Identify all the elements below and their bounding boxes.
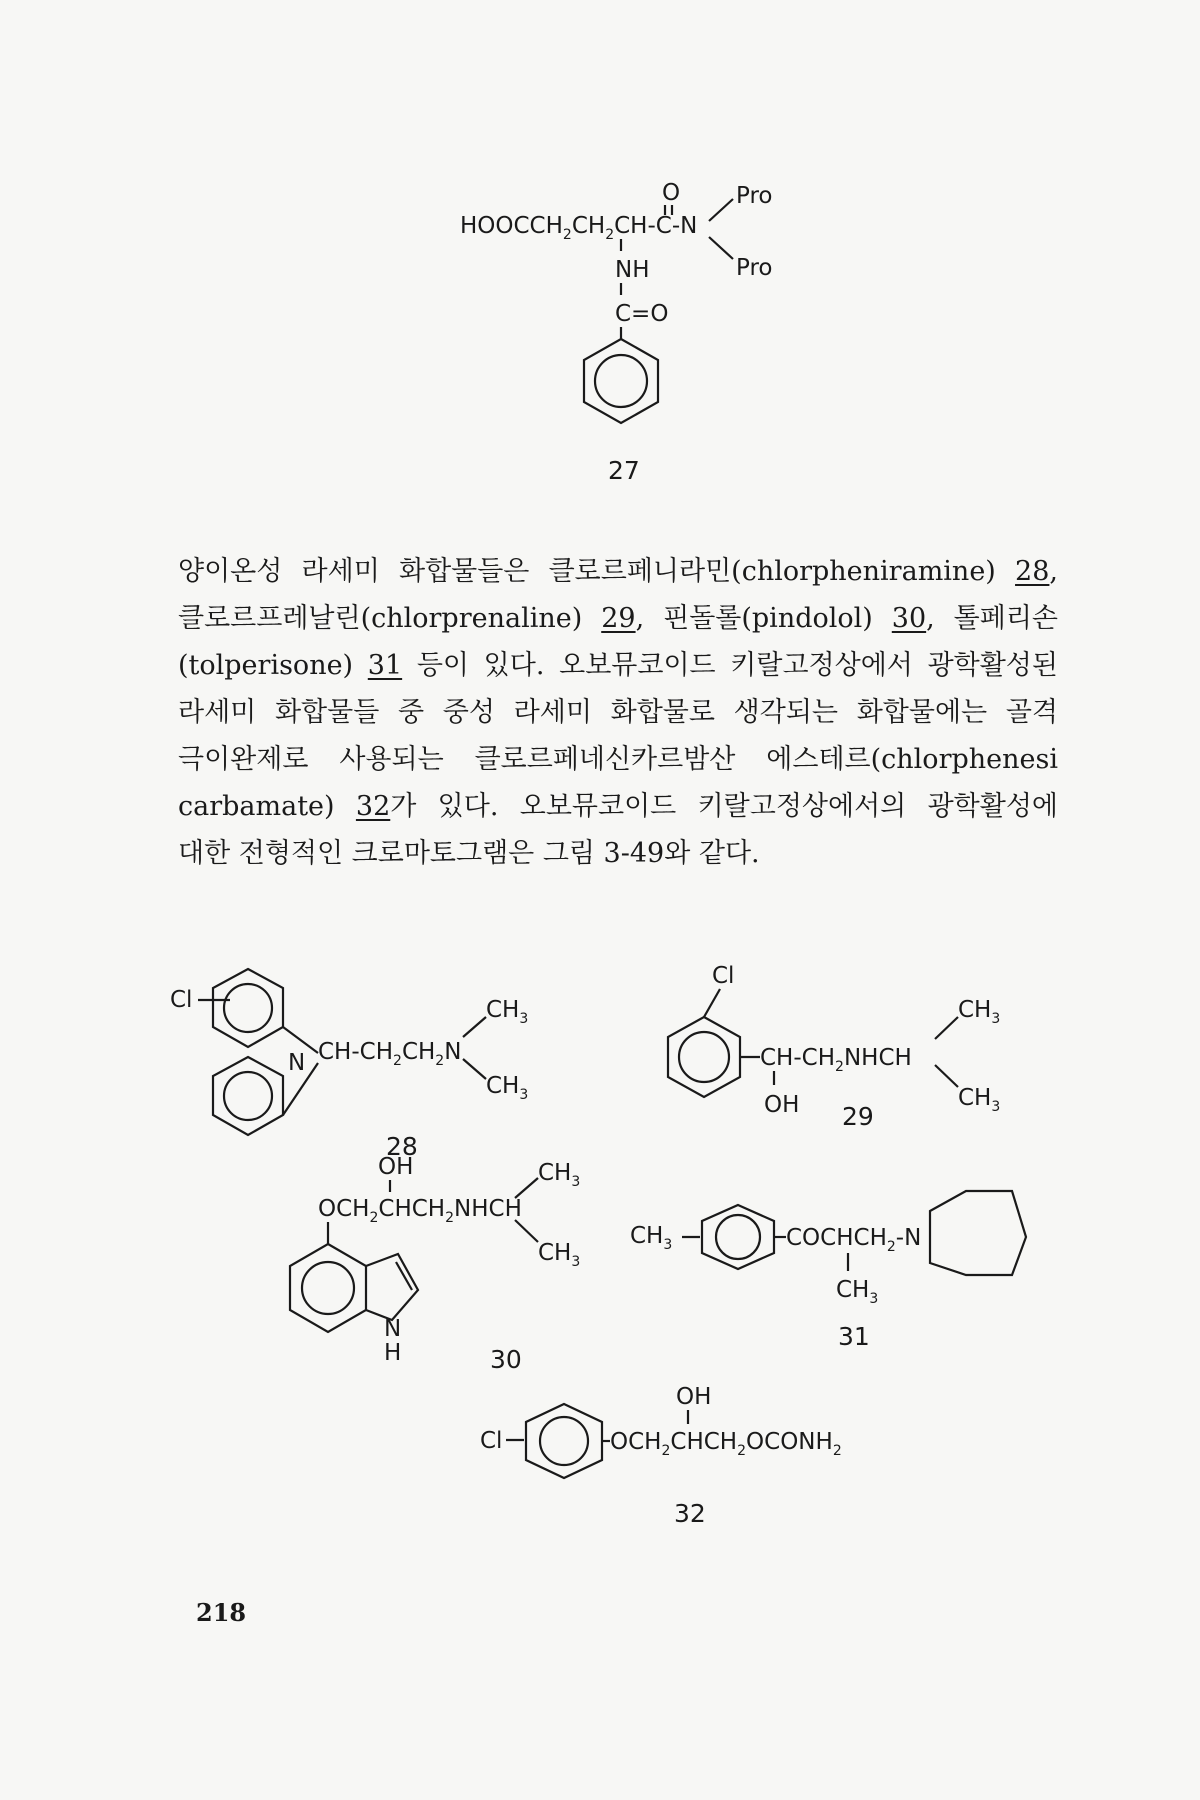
s27-carbonyl: C=O bbox=[615, 301, 669, 327]
s31-number: 31 bbox=[838, 1322, 870, 1351]
s28-number: 28 bbox=[386, 1132, 418, 1161]
para-line-5: 극이완제로 사용되는 클로르페네신카르밤산 에스테르(chlorphenesi bbox=[178, 744, 1058, 775]
s31-chain: $COCHCH_2-N$ bbox=[786, 1225, 922, 1255]
structure-30 bbox=[280, 1150, 600, 1390]
s29-ch3-top: $CH_3$ bbox=[958, 997, 1001, 1027]
s32-cl: Cl bbox=[480, 1428, 503, 1454]
body-paragraph bbox=[178, 548, 1058, 877]
page-number: 218 bbox=[196, 1598, 247, 1627]
s29-cl: Cl bbox=[712, 963, 735, 989]
s30-chain: $OCH_2CHCH_2NHCH$ bbox=[318, 1196, 522, 1226]
s27-pro-bottom: Pro bbox=[736, 255, 773, 281]
s30-oh: OH bbox=[378, 1154, 414, 1180]
para-line-7: 대한 전형적인 크로마토그램은 그림 3-49와 같다. bbox=[178, 838, 760, 869]
structure-27 bbox=[440, 175, 800, 495]
s28-ring-n: N bbox=[288, 1050, 306, 1076]
s28-ch3-top: $CH_3$ bbox=[486, 997, 529, 1027]
para-line-1: 양이온성 라세미 화합물들은 클로르페니라민(chlorpheniramine) 28, bbox=[178, 556, 1058, 587]
s28-chain: $CH-CH_2CH_2N$ bbox=[318, 1039, 462, 1069]
s27-nh: NH bbox=[615, 257, 650, 283]
s30-n: N bbox=[384, 1316, 402, 1342]
s30-ch3-bottom: $CH_3$ bbox=[538, 1240, 581, 1270]
para-line-6: carbamate) 32가 있다. 오보뮤코이드 키랄고정상에서의 광학활성에 bbox=[178, 791, 1058, 822]
structure-32 bbox=[480, 1370, 900, 1535]
structure-28 bbox=[168, 955, 588, 1170]
s31-ch3-bottom: $CH_3$ bbox=[836, 1277, 879, 1307]
s31-piperidine-ring bbox=[930, 1191, 1026, 1275]
s32-oh: OH bbox=[676, 1384, 712, 1410]
s29-chain: $CH-CH_2NHCH$ bbox=[760, 1045, 912, 1075]
s27-chain: $HOOCCH_2CH_2CH-C-N$ bbox=[460, 213, 698, 243]
s32-chain: $OCH_2CHCH_2OCONH_2$ bbox=[610, 1429, 842, 1459]
structure-29 bbox=[630, 955, 1050, 1170]
s27-oxygen: O bbox=[662, 180, 681, 206]
s29-number: 29 bbox=[842, 1102, 874, 1131]
s32-number: 32 bbox=[674, 1499, 706, 1528]
para-line-3: (tolperisone) 31 등이 있다. 오보뮤코이드 키랄고정상에서 광학활성된 bbox=[178, 650, 1058, 681]
s29-ch3-bottom: $CH_3$ bbox=[958, 1085, 1001, 1115]
s31-ch3-left: $CH_3$ bbox=[630, 1223, 673, 1253]
s27-pro-top: Pro bbox=[736, 183, 773, 209]
para-line-4: 라세미 화합물들 중 중성 라세미 화합물로 생각되는 화합물에는 골격 bbox=[178, 697, 1058, 728]
s32-benzene-ring bbox=[526, 1404, 602, 1478]
s30-h: H bbox=[384, 1340, 402, 1366]
structure-31 bbox=[630, 1165, 1050, 1355]
para-line-2: 클로르프레날린(chlorprenaline) 29, 핀돌롤(pindolol) 30, 톨페리손 bbox=[178, 603, 1059, 634]
s30-number: 30 bbox=[490, 1345, 522, 1374]
s27-number: 27 bbox=[608, 456, 640, 485]
s29-oh: OH bbox=[764, 1092, 800, 1118]
s28-ch3-bottom: $CH_3$ bbox=[486, 1073, 529, 1103]
s30-ch3-top: $CH_3$ bbox=[538, 1160, 581, 1190]
s28-cl: Cl bbox=[170, 987, 193, 1013]
